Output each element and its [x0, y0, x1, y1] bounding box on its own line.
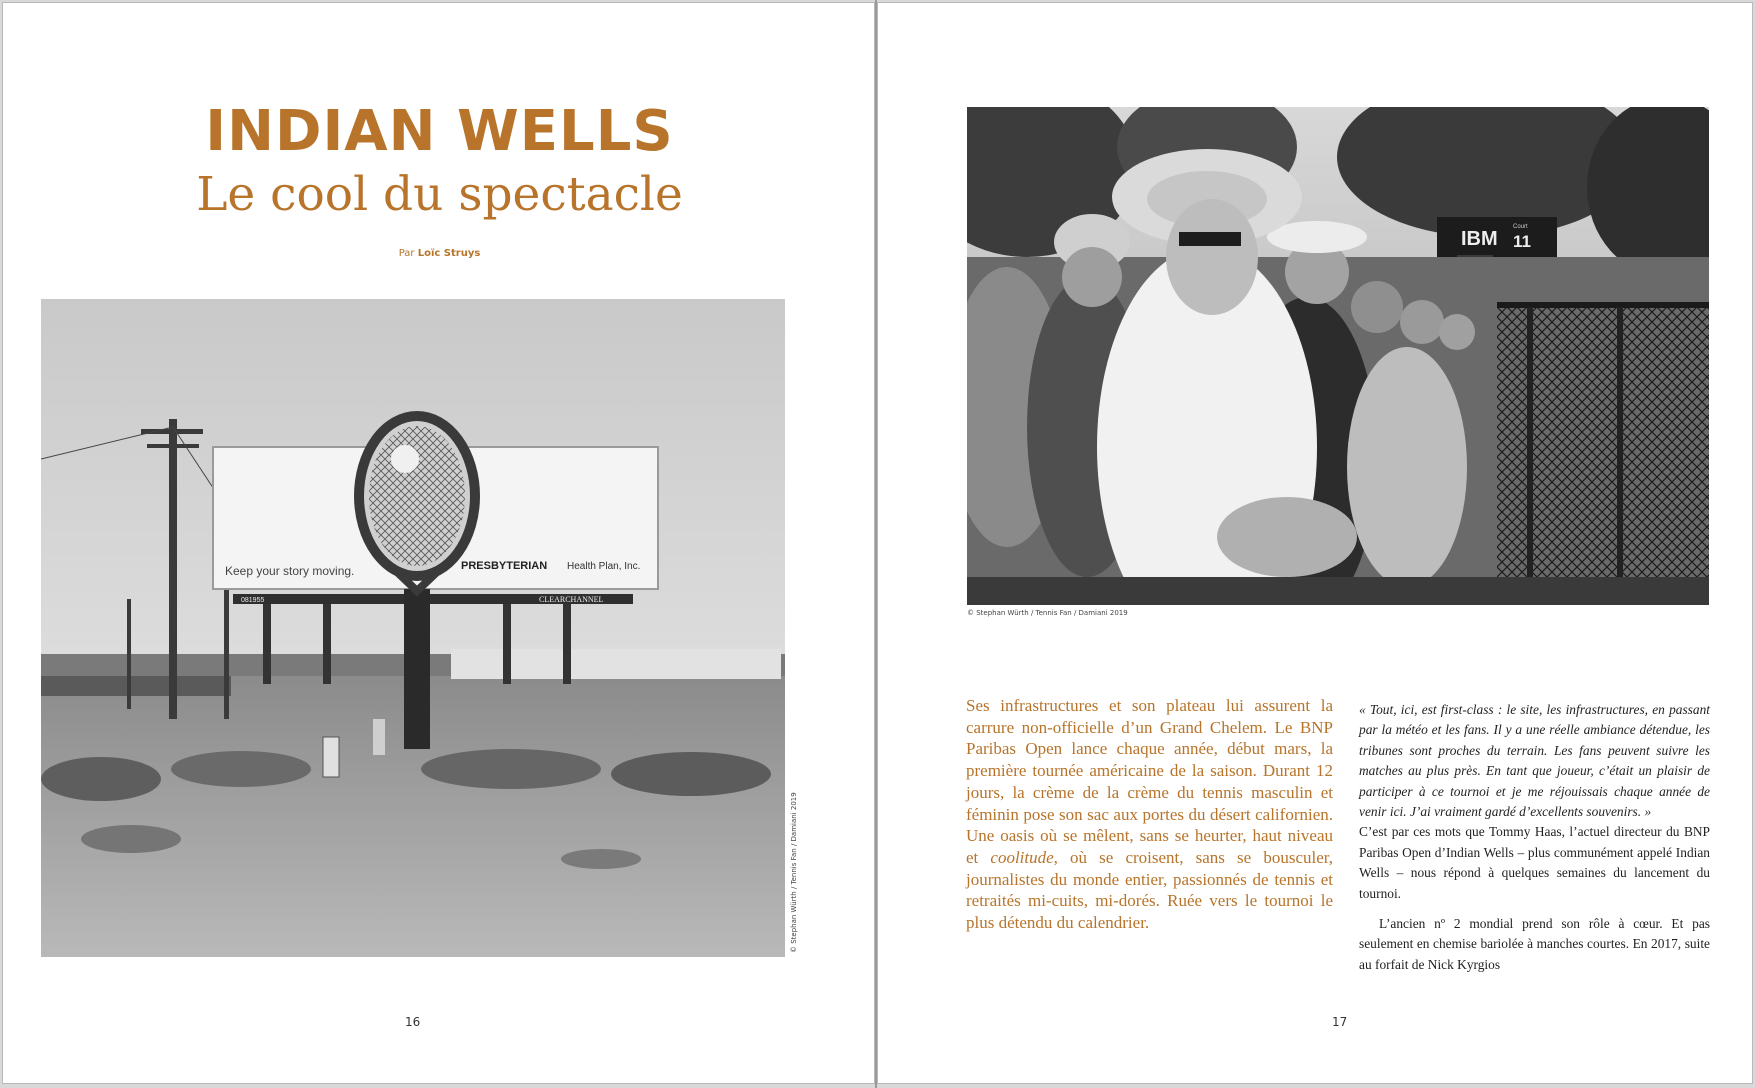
- billboard-brand: PRESBYTERIAN: [461, 560, 548, 572]
- billboard-panel-number: 081955: [241, 597, 265, 604]
- lead-emphasis: coolitude: [990, 847, 1054, 867]
- right-photo-credit: © Stephan Würth / Tennis Fan / Damiani 2019: [967, 609, 1128, 617]
- body-paragraph-2: L’ancien nº 2 mondial prend son rôle à cœur. Et pas seulement en chemise bariolée à manches courtes. En 2017, suite au forfait de Nick Kyrgios: [1359, 916, 1710, 972]
- byline-prefix: Par: [398, 248, 415, 259]
- body-column: [1359, 700, 1710, 975]
- byline-author: Loïc Struys: [417, 248, 481, 259]
- billboard-brand-suffix: Health Plan, Inc.: [567, 561, 641, 572]
- scoreboard-sponsor: IBM: [1461, 228, 1498, 250]
- lead-text-part2: , où se croisent, sans se bousculer, journalistes du monde entier, passionnés de tennis et retraités mi-cuits, mi-dorés. Ruée vers le tournoi le plus détendu du calendrier.: [966, 847, 1333, 933]
- tennis-fans-photo-image: [967, 107, 1709, 605]
- billboard-photo-image: [41, 299, 785, 957]
- left-photo-credit: © Stephan Würth / Tennis Fan / Damiani 2019: [790, 792, 798, 953]
- page-number-right: 17: [1332, 1015, 1348, 1029]
- billboard-tagline: Keep your story moving.: [225, 564, 355, 578]
- article-subtitle: Le cool du spectacle: [196, 167, 683, 222]
- scoreboard-court-number: 11: [1513, 232, 1531, 251]
- billboard-operator: CLEARCHANNEL: [539, 595, 604, 604]
- right-page: [877, 2, 1753, 1084]
- lead-paragraph: [966, 695, 1333, 934]
- byline: [3, 248, 875, 259]
- article-title: INDIAN WELLS: [205, 99, 674, 164]
- billboard-photo: [41, 299, 785, 957]
- lead-text-part1: Ses infrastructures et son plateau lui assurent la carrure non-officielle d’un Grand Chelem. Le BNP Paribas Open lance chaque année, début mars, la première tournée américaine de la saison. Durant 12 jours, la crème de la crème du tennis masculin et féminin pose son sac aux portes du désert californien. Une oasis où se mêlent, sans se heurter, haut niveau et: [966, 696, 1333, 867]
- tennis-fans-photo: [967, 107, 1709, 605]
- body-paragraph-1: C’est par ces mots que Tommy Haas, l’actuel directeur du BNP Paribas Open d’Indian Wells – plus communément appelé Indian Wells – nous répond à quelques semaines du lancement du tournoi.: [1359, 824, 1710, 901]
- body-quote: « Tout, ici, est first-class : le site, les infrastructures, en passant par la météo et les fans. Il y a une réelle ambiance détendue, les tribunes sont proches du terrain. Les fans peuvent suivre les matches au plus près. En tant que joueur, c’était un plaisir de participer à ce tournoi et je me réjouissais chaque année de venir ici. J’ai vraiment gardé d’excellents souvenirs. »: [1359, 702, 1710, 820]
- left-page: [2, 2, 875, 1084]
- page-number-left: 16: [405, 1015, 421, 1029]
- scoreboard-court-label: Court: [1513, 224, 1528, 230]
